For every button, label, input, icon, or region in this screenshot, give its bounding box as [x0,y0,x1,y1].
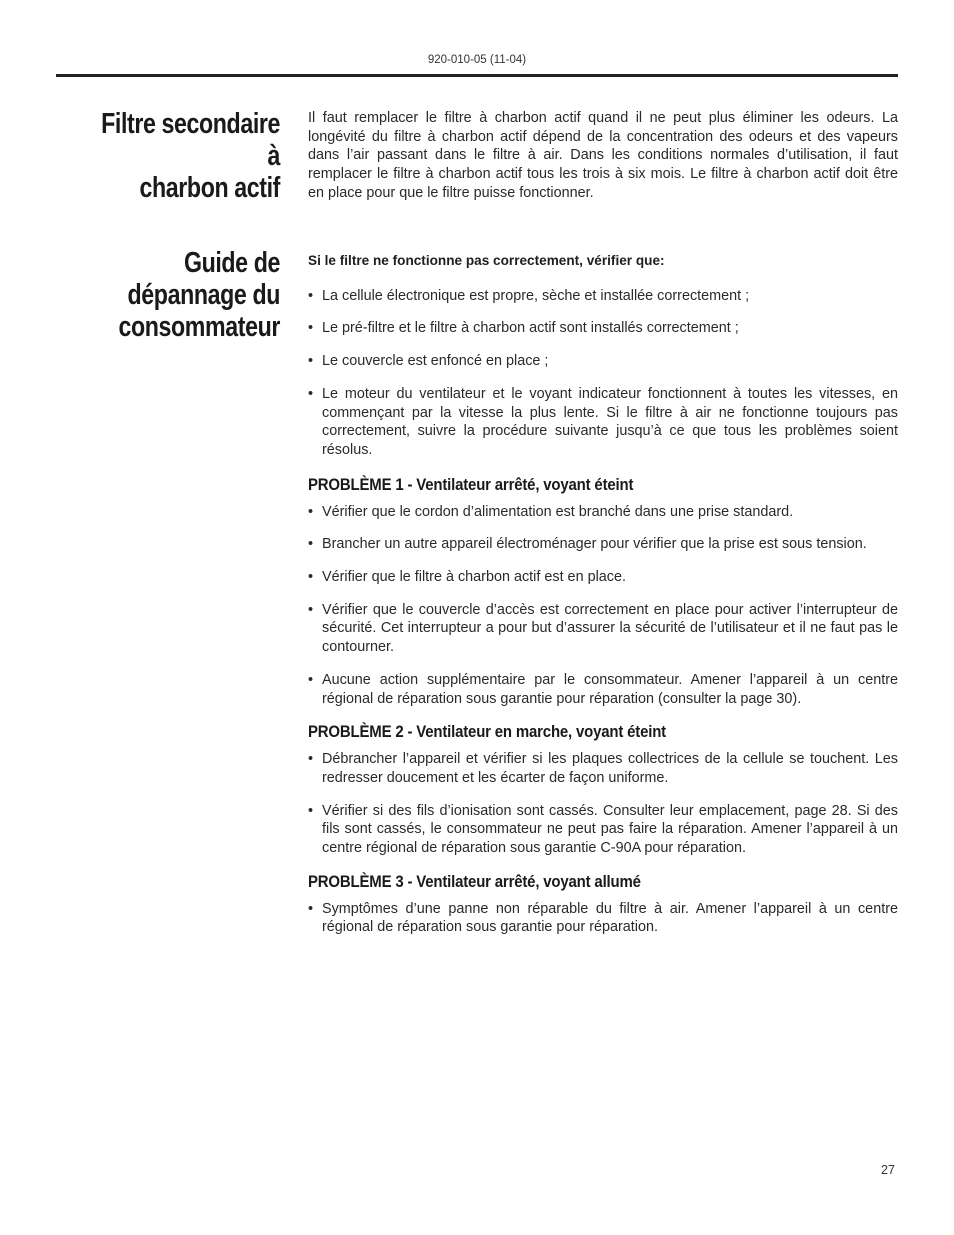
problem-3-title: PROBLÈME 3 - Ventilateur arrêté, voyant allumé [308,871,641,891]
header-rule [56,74,898,77]
problem-1-list [308,503,898,709]
list-item: • Vérifier si des fils d’ionisation sont cassés. Consulter leur emplacement, page 28. Si des fils sont cassés, le consommateur ne peut pas faire la réparation. Amener l’appareil à un centre régional de réparation sous garantie C-90A pour réparation. [308,802,898,858]
list-item: • Le couvercle est enfoncé en place ; [308,352,898,371]
list-item: • Brancher un autre appareil électroménager pour vérifier que la prise est sous tension. [308,535,898,554]
list-item: • Symptômes d’une panne non réparable du filtre à air. Amener l’appareil à un centre régional de réparation sous garantie pour réparation. [308,900,898,937]
document-code: 920-010-05 (11-04) [427,54,527,66]
check-list [308,287,898,460]
title-line: Filtre secondaire à [101,108,280,172]
paragraph: Il faut remplacer le filtre à charbon actif quand il ne peut plus éliminer les odeurs. La longévité du filtre à charbon actif dépend de la concentration des odeurs et des vapeurs dans l’air passant dans le filtre à air. Dans les conditions normales d’utilisation, il faut remplacer le filtre à charbon actif tous les trois à six mois. Le filtre à charbon actif doit être en place pour que le filtre puisse fonctionner. [308,110,898,201]
list-item: • Vérifier que le filtre à charbon actif est en place. [308,568,898,587]
list-item: • La cellule électronique est propre, sèche et installée correctement ; [308,287,898,306]
list-item: • Vérifier que le couvercle d’accès est correctement en place pour activer l’interrupteur de sécurité. Cet interrupteur a pour but d’assurer la sécurité de l’utilisateur et il ne faut pas le contourner. [308,601,898,657]
list-item: • Le moteur du ventilateur et le voyant indicateur fonctionnent à toutes les vitesses, en commençant par la vitesse la plus lente. Si le filtre à air ne fonctionne toujours pas correctement, suivre la procédure suivante jusqu’à ce que tous les problèmes soient résolus. [308,385,898,460]
title-line: charbon actif [139,172,280,204]
title-line: consommateur [118,311,280,343]
page-number: 27 [881,1163,895,1177]
charcoal-filter-body [308,109,898,203]
problem-2-title: PROBLÈME 2 - Ventilateur en marche, voyant éteint [308,722,666,742]
problem-1-title: PROBLÈME 1 - Ventilateur arrêté, voyant éteint [308,474,634,494]
title-line: Guide de [183,247,280,279]
lead-text: Si le filtre ne fonctionne pas correctement, vérifier que: [308,253,665,268]
problem-3-list [308,900,898,937]
title-line: dépannage du [127,279,280,311]
list-item: • Le pré-filtre et le filtre à charbon actif sont installés correctement ; [308,319,898,338]
problem-2-list [308,750,898,858]
list-item: • Débrancher l’appareil et vérifier si les plaques collectrices de la cellule se touchent. Les redresser doucement et les écarter de façon uniforme. [308,750,898,787]
list-item: • Aucune action supplémentaire par le consommateur. Amener l’appareil à un centre régional de réparation sous garantie pour réparation (consulter la page 30). [308,671,898,708]
section-title-charcoal-filter [88,108,280,204]
troubleshooting-body [308,252,898,951]
list-item: • Vérifier que le cordon d’alimentation est branché dans une prise standard. [308,503,898,522]
section-title-troubleshooting [88,247,280,343]
